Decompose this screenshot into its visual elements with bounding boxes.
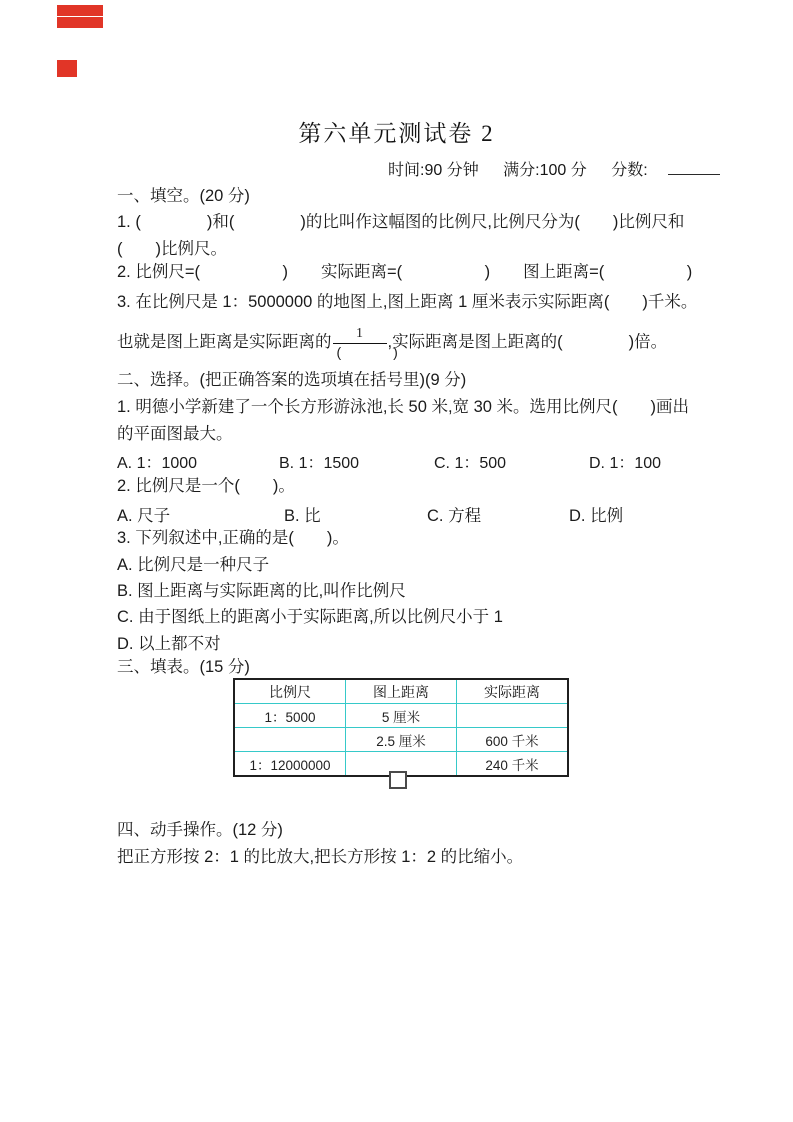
section2-q1-line2: 的平面图最大。 — [117, 425, 233, 443]
table-anchor-square — [389, 771, 407, 789]
section1-q3-line1: 3. 在比例尺是 1：5000000 的地图上,图上距离 1 厘米表示实际距离( )千米。 — [117, 293, 698, 311]
cell-map-distance: 2.5 厘米 — [346, 728, 457, 752]
option-d: D. 比例 — [569, 507, 624, 525]
cell-scale: 1：5000 — [234, 704, 346, 728]
fraction-denominator: ( ) — [336, 343, 406, 360]
option-b: B. 1：1500 — [279, 455, 360, 472]
fraction-numerator: 1 — [333, 327, 387, 344]
section3-heading: 三、填表。(15 分) — [117, 658, 250, 676]
score-label: 分数: — [611, 162, 648, 179]
q3-fraction-pre-text: 也就是图上距离是实际距离的 — [117, 333, 332, 351]
section4-instruction: 把正方形按 2：1 的比放大,把长方形按 1：2 的比缩小。 — [117, 848, 524, 866]
section1-heading: 一、填空。(20 分) — [117, 187, 250, 205]
section1-q1-line1: 1. ( )和( )的比叫作这幅图的比例尺,比例尺分为( )比例尺和 — [117, 213, 685, 231]
section2-q3-choice-c: C. 由于图纸上的距离小于实际距离,所以比例尺小于 1 — [117, 608, 503, 626]
cell-actual-distance: 240 千米 — [457, 752, 569, 777]
option-c: C. 方程 — [427, 507, 482, 525]
table-row — [234, 728, 568, 752]
section1-q3-line2 — [117, 324, 667, 360]
option-d: D. 1：100 — [589, 455, 662, 472]
section2-q3: 3. 下列叙述中,正确的是( )。 — [117, 529, 349, 547]
red-ink-mark-small — [57, 60, 77, 77]
cell-actual-distance — [457, 704, 569, 728]
q3-fraction-post-text: ,实际距离是图上距离的( )倍。 — [387, 333, 668, 351]
score-blank-line — [668, 159, 720, 175]
option-b: B. 比 — [284, 507, 321, 525]
section4-heading: 四、动手操作。(12 分) — [117, 821, 283, 839]
option-a: A. 1：1000 — [117, 455, 198, 472]
cell-actual-distance: 600 千米 — [457, 728, 569, 752]
section2-q2: 2. 比例尺是一个( )。 — [117, 477, 295, 495]
section1-q1-line2: ( )比例尺。 — [117, 240, 227, 258]
time-label: 时间:90 分钟 — [388, 162, 479, 179]
section2-q3-choice-b: B. 图上距离与实际距离的比,叫作比例尺 — [117, 582, 406, 600]
section2-q3-choice-a: A. 比例尺是一种尺子 — [117, 556, 270, 574]
cell-map-distance: 5 厘米 — [346, 704, 457, 728]
cell-scale: 1：12000000 — [234, 752, 346, 777]
red-ink-mark-middle — [57, 17, 103, 28]
header-actual-distance: 实际距离 — [457, 679, 569, 704]
red-ink-mark-top — [57, 5, 103, 16]
header-map-distance: 图上距离 — [346, 679, 457, 704]
section2-q3-choice-d: D. 以上都不对 — [117, 635, 221, 653]
table-row — [234, 704, 568, 728]
cell-scale — [234, 728, 346, 752]
paper-title: 第六单元测试卷 2 — [298, 121, 495, 146]
scale-distance-table — [233, 678, 569, 777]
section2-heading: 二、选择。(把正确答案的选项填在括号里)(9 分) — [117, 371, 467, 389]
option-c: C. 1：500 — [434, 455, 507, 472]
header-scale: 比例尺 — [234, 679, 346, 704]
option-a: A. 尺子 — [117, 507, 171, 525]
fraction-one-over-blank — [333, 325, 406, 360]
section1-q2: 2. 比例尺=( ) 实际距离=( ) 图上距离=( ) — [117, 263, 693, 281]
table-header-row — [234, 679, 568, 704]
paper-info-line — [388, 157, 720, 180]
full-score-label: 满分:100 分 — [503, 162, 587, 179]
section2-q1-line1: 1. 明德小学新建了一个长方形游泳池,长 50 米,宽 30 米。选用比例尺( )画出 — [117, 398, 690, 416]
